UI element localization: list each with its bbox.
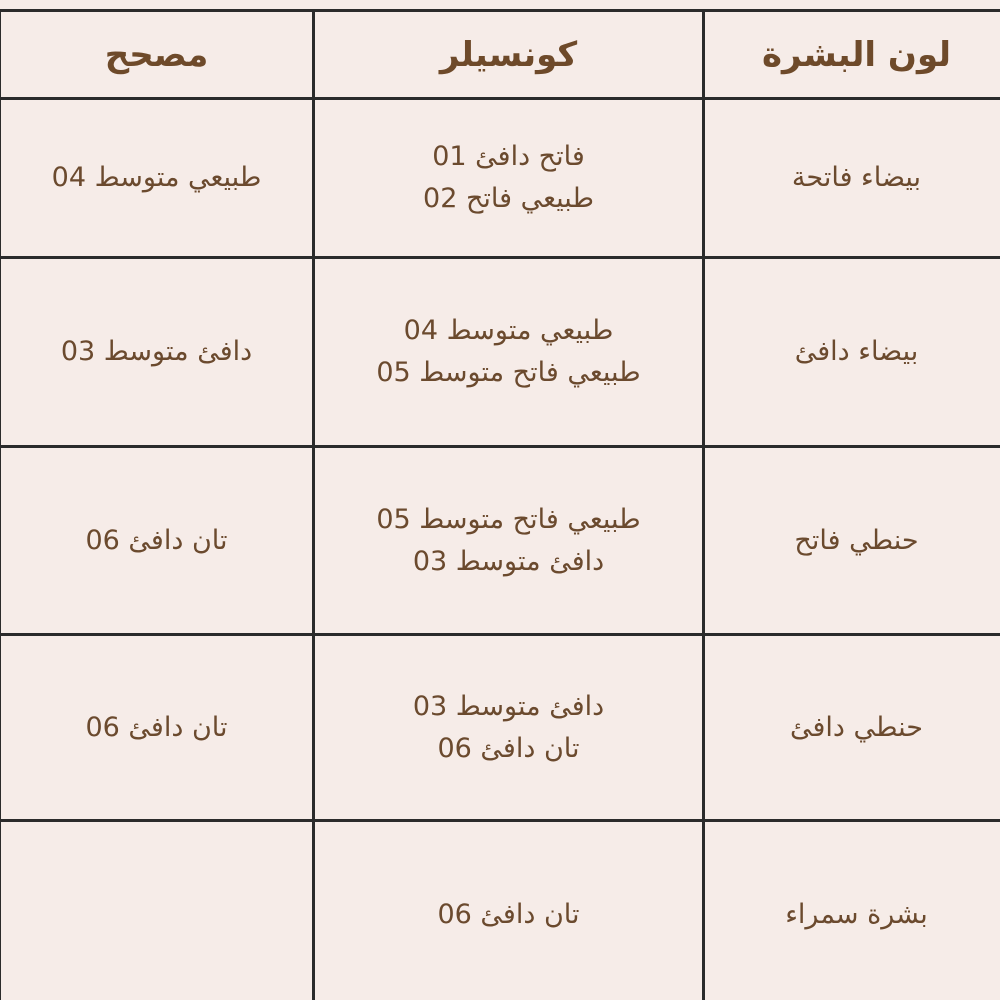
concealer-shade: طبيعي فاتح 02 xyxy=(423,183,594,214)
table-row xyxy=(0,821,1000,1000)
corrector-cell xyxy=(0,821,314,1000)
skin-tone-cell: حنطي فاتح xyxy=(704,447,1000,635)
concealer-cell xyxy=(314,821,704,1000)
skin-tone-cell: بيضاء فاتحة xyxy=(704,99,1000,258)
shade-table xyxy=(0,9,1000,1000)
concealer-cell xyxy=(314,258,704,447)
table-row xyxy=(0,635,1000,821)
concealer-cell xyxy=(314,99,704,258)
concealer-shade: فاتح دافئ 01 xyxy=(432,141,585,172)
corrector-cell: دافئ متوسط 03 xyxy=(0,258,314,447)
table-row xyxy=(0,447,1000,635)
header-skin-tone: لون البشرة xyxy=(704,11,1000,99)
corrector-cell: تان دافئ 06 xyxy=(0,447,314,635)
header-corrector: مصحح xyxy=(0,11,314,99)
concealer-shade: دافئ متوسط 03 xyxy=(412,545,605,577)
concealer-shade: طبيعي فاتح متوسط 05 xyxy=(376,503,641,535)
corrector-cell: طبيعي متوسط 04 xyxy=(0,99,314,258)
concealer-cell xyxy=(314,635,704,821)
concealer-shade: تان دافئ 06 xyxy=(437,732,580,764)
header-row xyxy=(0,11,1000,99)
corrector-cell: تان دافئ 06 xyxy=(0,635,314,821)
concealer-shade: دافئ متوسط 03 xyxy=(412,690,605,722)
table-row xyxy=(0,99,1000,258)
concealer-shade: طبيعي متوسط 04 xyxy=(403,315,614,346)
header-concealer: كونسيلر xyxy=(314,11,704,99)
skin-tone-cell: بيضاء دافئ xyxy=(704,258,1000,447)
table-row xyxy=(0,258,1000,447)
skin-tone-cell: حنطي دافئ xyxy=(704,635,1000,821)
skin-tone-cell: بشرة سمراء xyxy=(704,821,1000,1000)
concealer-shade: طبيعي فاتح متوسط 05 xyxy=(376,357,641,388)
concealer-cell xyxy=(314,447,704,635)
concealer-shade: تان دافئ 06 xyxy=(437,898,580,930)
